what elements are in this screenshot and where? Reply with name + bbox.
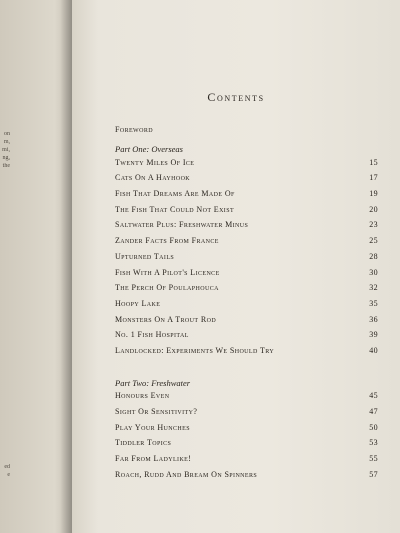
entry-page: 36 [369, 314, 378, 324]
entry-page: 20 [369, 204, 378, 214]
entry-title: Play Your Hunches [115, 422, 190, 432]
contents-list [115, 122, 378, 485]
entry-page: 25 [369, 236, 378, 246]
list-item [115, 315, 378, 331]
entry-page: 17 [369, 173, 378, 183]
entry-page: 19 [369, 189, 378, 199]
foreword-entry: Foreword [115, 125, 153, 134]
list-item [115, 407, 378, 423]
entry-title: Landlocked: Experiments We Should Try [115, 345, 275, 355]
left-page-text-fragment: m, [3, 139, 10, 145]
entry-title: No. 1 Fish Hospital [115, 330, 189, 340]
part-one-entries [115, 158, 378, 362]
list-item [115, 346, 378, 362]
entry-title: Far From Ladylike! [115, 454, 192, 464]
entry-page: 40 [369, 345, 378, 355]
entry-page: 30 [369, 267, 378, 277]
entry-page: 32 [369, 283, 378, 293]
contents-page [72, 0, 400, 533]
list-item [115, 283, 378, 299]
list-item [115, 189, 378, 205]
list-item [115, 470, 378, 486]
entry-title: Fish With A Pilot's Licence [115, 267, 220, 277]
entry-title: Fish That Dreams Are Made Of [115, 189, 235, 199]
entry-page: 39 [369, 330, 378, 340]
left-page-text-fragment: e [7, 472, 10, 478]
list-item [115, 205, 378, 221]
list-item [115, 438, 378, 454]
list-item [115, 268, 378, 284]
left-page-text-fragment: the [2, 163, 10, 169]
left-page-text-fragment: on [4, 131, 10, 137]
list-item [115, 173, 378, 189]
page-title: Contents [207, 90, 265, 104]
list-item [115, 299, 378, 315]
entry-page: 47 [369, 407, 378, 416]
entry-title: Twenty Miles Of Ice [115, 157, 195, 167]
entry-title: Cats On A Hayhook [115, 173, 191, 183]
entry-title: Hoopy Lake [115, 298, 161, 308]
entry-page: 53 [369, 438, 378, 448]
entry-page: 55 [369, 454, 378, 464]
entry-title: The Fish That Could Not Exist [115, 204, 235, 214]
left-page-text-fragment: ed [4, 464, 10, 470]
entry-page: 23 [369, 220, 378, 230]
list-item [115, 158, 378, 174]
entry-page: 57 [369, 469, 378, 479]
list-item [115, 454, 378, 470]
list-item [115, 236, 378, 252]
entry-page: 28 [369, 251, 378, 261]
entry-title: Tiddler Topics [115, 438, 172, 448]
part-heading: Part Two: Freshwater [115, 377, 191, 388]
list-item [115, 423, 378, 439]
entry-title: Roach, Rudd And Bream On Spinners [115, 469, 258, 479]
entry-page: 15 [369, 157, 378, 167]
entry-page: 35 [369, 298, 378, 308]
entry-title: Upturned Tails [115, 251, 175, 261]
list-item [115, 220, 378, 236]
entry-title: Sight Or Sensitivity? [115, 407, 198, 416]
entry-page: 50 [369, 422, 378, 432]
entry-title: Zander Facts From France [115, 236, 219, 246]
entry-title: Saltwater Plus: Freshwater Minus [115, 220, 249, 230]
entry-title: The Perch Of Poulaphouca [115, 283, 219, 293]
list-item [115, 391, 378, 407]
part-two-entries [115, 391, 378, 485]
list-item [115, 252, 378, 268]
left-page-text-fragment: ng, [2, 155, 10, 161]
entry-title: Monsters On A Trout Rod [115, 314, 217, 324]
list-item [115, 330, 378, 346]
entry-page: 45 [369, 391, 378, 401]
part-heading: Part One: Overseas [115, 144, 183, 154]
left-page-text-fragment: mi, [2, 147, 10, 153]
entry-title: Honours Even [115, 391, 170, 401]
